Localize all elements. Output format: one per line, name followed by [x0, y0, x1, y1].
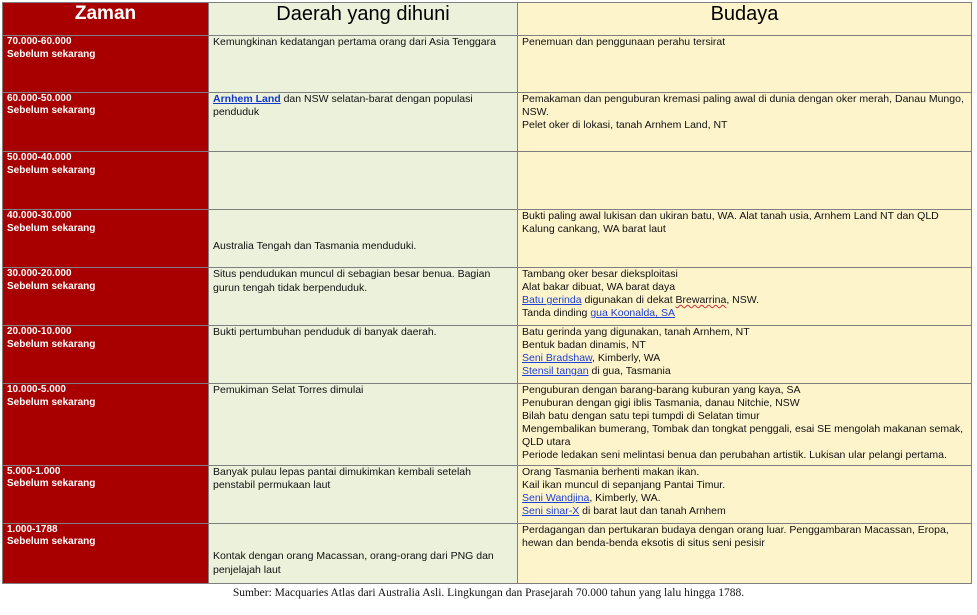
era-subtitle: Sebelum sekarang	[7, 222, 96, 234]
era-cell	[3, 384, 209, 466]
culture-text: , NSW.	[726, 294, 759, 307]
area-text: Banyak pulau lepas pantai dimukimkan kembali setelah penstabil permukaan laut	[213, 465, 471, 492]
culture-text: digunakan di dekat	[581, 294, 676, 307]
table-row	[3, 36, 972, 93]
era-subtitle: Sebelum sekarang	[7, 48, 96, 60]
culture-line: Periode ledakan seni melintasi benua dan perubahan artistik. Lukisan ular pelangi pertama.	[522, 449, 947, 462]
batu-gerinda-link[interactable]: Batu gerinda	[522, 294, 582, 307]
culture-line: Perdagangan dan pertukaran budaya dengan orang luar. Penggambaran Macassan, Eropa, hewan dan benda-benda eksotis di situs seni pesisir	[522, 523, 949, 549]
culture-cell	[518, 152, 972, 210]
table-row	[3, 268, 972, 326]
era-subtitle: Sebelum sekarang	[7, 280, 96, 292]
brewarrina-text: Brewarrina	[675, 294, 727, 307]
culture-text: Tanda dinding	[522, 307, 591, 320]
area-text: Pemukiman Selat Torres dimulai	[213, 384, 364, 397]
header-area: Daerah yang dihuni	[209, 3, 518, 36]
area-cell	[209, 465, 518, 523]
era-cell	[3, 465, 209, 523]
culture-line	[522, 294, 967, 307]
area-text: Kontak dengan orang Macassan, orang-orang dari PNG dan penjelajah laut	[213, 550, 494, 576]
culture-text: , Kimberly, WA.	[589, 491, 661, 504]
culture-line: Pemakaman dan penguburan kremasi paling awal di dunia dengan oker merah, Danau Mungo, NSW.	[522, 92, 964, 118]
era-cell	[3, 210, 209, 268]
era-range: 20.000-10.000	[7, 326, 72, 338]
culture-text: , Kimberly, WA	[592, 352, 661, 365]
culture-cell	[518, 268, 972, 326]
culture-line	[522, 505, 967, 518]
culture-line: Mengembalikan bumerang, Tombak dan tongkat penggali, esai SE mengolah makanan semak, QLD utara	[522, 423, 964, 449]
era-range: 60.000-50.000	[7, 92, 72, 104]
era-cell	[3, 36, 209, 93]
culture-line: Bilah batu dengan satu tepi tumpdi di Selatan timur	[522, 410, 760, 423]
culture-line: Bukti paling awal lukisan dan ukiran batu, WA. Alat tanah usia, Arnhem Land NT dan QLD	[522, 210, 939, 223]
area-cell	[209, 326, 518, 384]
culture-line: Pelet oker di lokasi, tanah Arnhem Land, NT	[522, 118, 728, 131]
culture-cell	[518, 92, 972, 151]
era-subtitle: Sebelum sekarang	[7, 164, 96, 176]
era-range: 30.000-20.000	[7, 268, 72, 280]
culture-line: Batu gerinda yang digunakan, tanah Arnhem, NT	[522, 326, 750, 339]
era-range: 5.000-1.000	[7, 465, 61, 477]
culture-line	[522, 365, 967, 378]
era-cell	[3, 326, 209, 384]
culture-cell	[518, 210, 972, 268]
culture-line: Kail ikan muncul di sepanjang Pantai Timur.	[522, 478, 726, 491]
culture-line: Tambang oker besar dieksploitasi	[522, 268, 678, 281]
culture-line: Penguburan dengan barang-barang kuburan yang kaya, SA	[522, 384, 801, 397]
area-cell	[209, 92, 518, 151]
area-text: Bukti pertumbuhan penduduk di banyak daerah.	[213, 326, 437, 339]
area-text: Situs pendudukan muncul di sebagian besar benua. Bagian gurun tengah tidak berpenduduk.	[213, 268, 491, 294]
table-row	[3, 523, 972, 583]
table-row	[3, 465, 972, 523]
culture-cell	[518, 384, 972, 466]
culture-line: Penuburan dengan gigi iblis Tasmania, danau Nitchie, NSW	[522, 397, 800, 410]
culture-line: Bentuk badan dinamis, NT	[522, 339, 646, 352]
area-text: dan NSW selatan-barat dengan populasi penduduk	[213, 92, 473, 119]
area-cell	[209, 210, 518, 268]
culture-line: Kalung cankang, WA barat laut	[522, 223, 666, 236]
table-row	[3, 92, 972, 151]
era-cell	[3, 152, 209, 210]
table-row	[3, 326, 972, 384]
table-row	[3, 384, 972, 466]
stensil-tangan-link[interactable]: Stensil tangan	[522, 365, 589, 378]
era-range: 70.000-60.000	[7, 36, 72, 47]
area-text: Kemungkinan kedatangan pertama orang dari Asia Tenggara	[213, 36, 496, 48]
seni-bradshaw-link[interactable]: Seni Bradshaw	[522, 352, 593, 365]
area-cell	[209, 36, 518, 93]
era-range: 1.000-1788	[7, 523, 58, 535]
culture-cell	[518, 523, 972, 583]
area-text: Australia Tengah dan Tasmania menduduki.	[213, 239, 417, 252]
culture-cell	[518, 465, 972, 523]
culture-line: Alat bakar dibuat, WA barat daya	[522, 281, 676, 294]
culture-line	[522, 492, 967, 505]
era-range: 50.000-40.000	[7, 152, 72, 164]
culture-line: Orang Tasmania berhenti makan ikan.	[522, 465, 700, 478]
table-row	[3, 210, 972, 268]
header-culture: Budaya	[518, 3, 972, 36]
culture-cell	[518, 326, 972, 384]
area-cell	[209, 268, 518, 326]
era-cell	[3, 523, 209, 583]
era-subtitle: Sebelum sekarang	[7, 478, 96, 490]
culture-line	[522, 307, 967, 320]
seni-sinar-x-link[interactable]: Seni sinar-X	[522, 504, 580, 517]
gua-koonalda-link[interactable]: gua Koonalda, SA	[590, 307, 675, 320]
source-caption: Sumber: Macquaries Atlas dari Australia Asli. Lingkungan dan Prasejarah 70.000 tahun yang lalu hingga 1788.	[232, 587, 745, 599]
table-row	[3, 152, 972, 210]
era-subtitle: Sebelum sekarang	[7, 105, 96, 117]
seni-wandjina-link[interactable]: Seni Wandjina	[522, 491, 590, 504]
culture-text: di gua, Tasmania	[588, 365, 671, 378]
header-era: Zaman	[3, 3, 209, 36]
area-cell	[209, 523, 518, 583]
culture-text: di barat laut dan tanah Arnhem	[579, 504, 726, 517]
area-cell	[209, 152, 518, 210]
era-subtitle: Sebelum sekarang	[7, 536, 96, 548]
era-range: 40.000-30.000	[7, 210, 72, 222]
era-range: 10.000-5.000	[7, 384, 66, 396]
area-cell	[209, 384, 518, 466]
era-subtitle: Sebelum sekarang	[7, 338, 96, 350]
era-subtitle: Sebelum sekarang	[7, 396, 96, 408]
culture-cell	[518, 36, 972, 93]
era-cell	[3, 268, 209, 326]
era-cell	[3, 92, 209, 151]
culture-line: Penemuan dan penggunaan perahu tersirat	[522, 36, 726, 48]
timeline-table	[2, 2, 972, 584]
arnhem-land-link[interactable]: Arnhem Land	[213, 92, 281, 105]
header-row	[3, 3, 972, 36]
culture-line	[522, 352, 967, 365]
